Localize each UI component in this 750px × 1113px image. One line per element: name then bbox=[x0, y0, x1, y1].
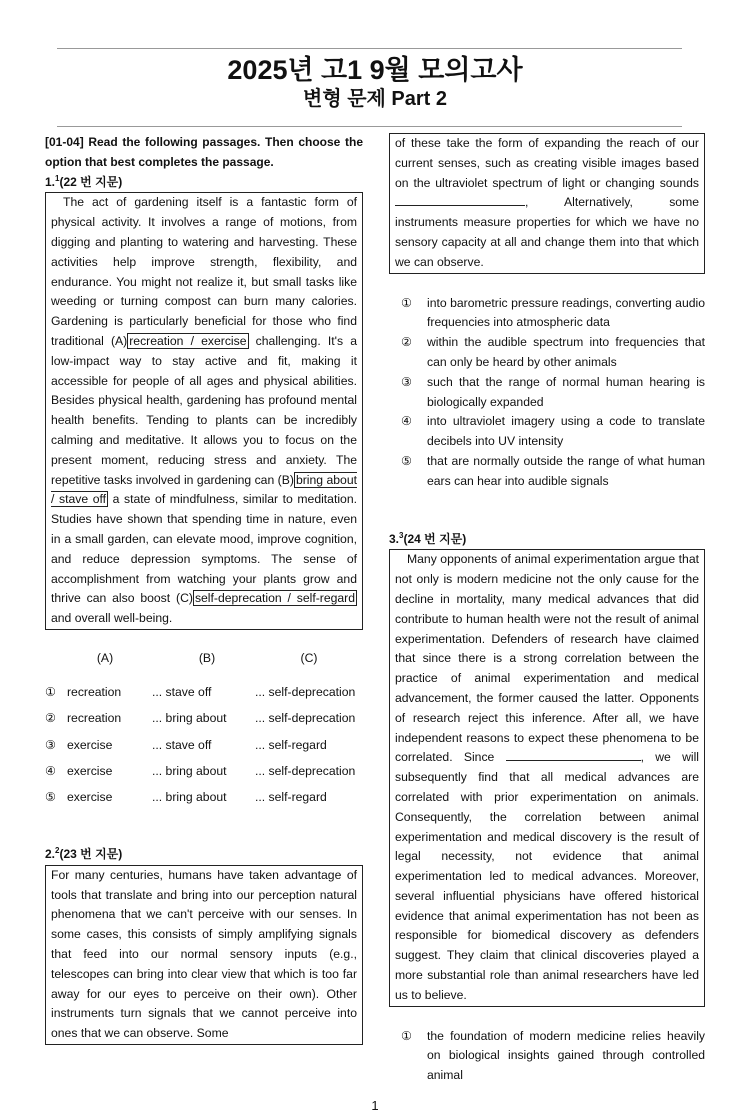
q3-text-1: Many opponents of animal experimentation argue that not only is modern medicine not the only cause for the decline in mortality, many medical advances that did contribute to human health were not the result of animal experimentation. Defenders of research have claimed that since there is a strong correlation between the practice of animal experimentation and medical advancement, the former caused the latter. Opponents of research reject this inference. After all, we have independent reasons to expect these phenomena to be correlated. Since bbox=[395, 552, 699, 765]
option-text: within the audible spectrum into frequencies that can only be heard by other animals bbox=[427, 335, 705, 369]
page-title: 2025년 고1 9월 모의고사 bbox=[227, 55, 523, 85]
option-b: ... bring about bbox=[152, 711, 227, 726]
choice-c-box: self-deprecation / self-regard bbox=[194, 591, 355, 606]
option-text: into ultraviolet imagery using a code to translate decibels into UV intensity bbox=[427, 414, 705, 449]
option-row[interactable] bbox=[45, 785, 363, 811]
page-number: 1 bbox=[371, 1098, 379, 1113]
header-c: (C) bbox=[300, 651, 318, 666]
option-number: ① bbox=[401, 295, 412, 310]
q2-footnote: 2 bbox=[55, 846, 60, 856]
header-b: (B) bbox=[198, 651, 216, 666]
q1-text-1: The act of gardening itself is a fantastic form of physical activity. It involves a range of motions, from digging and planting to watering and harvesting. These activities help improve strength, flexibility, and endurance. You might not realize it, but small tasks like weeding or turning compost can burn many calories. Gardening is particularly beneficial for those who find traditional (A) bbox=[51, 195, 357, 348]
option-a: recreation bbox=[67, 685, 122, 700]
option-number: ⑤ bbox=[401, 453, 412, 468]
top-rule bbox=[57, 48, 682, 49]
q3-footnote: 3 bbox=[399, 530, 404, 540]
option-number: ④ bbox=[401, 414, 412, 429]
instructions: [01-04] Read the following passages. Then choose the option that best completes the passage. bbox=[45, 135, 363, 169]
q1-text-2: challenging. It's a low-impact way to stay active and fit, making it accessible for people of all ages and physical abilities. Besides physical health, gardening has profound mental health benefits. Tending to plants can be incredibly calming and meditative. It allows you to focus on the present moment, reducing stress and anxiety. The repetitive tasks involved in gardening can (B) bbox=[51, 333, 357, 487]
q2-passage-part2 bbox=[389, 133, 705, 274]
option-item[interactable] bbox=[389, 333, 705, 373]
option-b: ... bring about bbox=[152, 790, 227, 805]
option-a: exercise bbox=[67, 763, 113, 778]
option-a: exercise bbox=[67, 790, 113, 805]
option-item[interactable] bbox=[389, 452, 705, 492]
q2-passage-part1: For many centuries, humans have taken advantage of tools that translate and bring into our perception natural phenomena that we can't perceive with our senses. In some cases, this consists of simply amplifying signals that feed into our normal sensory inputs (e.g., telescopes can bring into clear view that which is too far away for our eyes to perceive on their own). Other instruments turn signals that we cannot perceive into ones that we can observe. Some bbox=[45, 865, 363, 1045]
option-c: ... self-deprecation bbox=[255, 711, 356, 726]
header-rule bbox=[57, 126, 682, 127]
q1-text-4: and overall well-being. bbox=[51, 611, 173, 626]
q3-text-2: , we will subsequently find that all medical advances are correlated with prior experimentation on animals. Consequently, the correlation between animal experimentation and medical discovery is the result of legal necessity, not evidence that animal experimentation led to medical advances. Moreover, several influential physicians have offered historical evidence that animal experimentation has not been as responsible for biomedical discovery as defenders suggest. They claim that clinical discoveries played a more substantial role than animal researchers have led us to believe. bbox=[395, 750, 699, 1002]
option-row[interactable] bbox=[45, 732, 363, 758]
option-text: into barometric pressure readings, converting audio frequencies into atmospheric data bbox=[427, 295, 705, 330]
option-c: ... self-regard bbox=[255, 737, 327, 752]
q2-text-2b: , Alternatively, some instruments measure properties for which we have no sensory capacity at all and change them into that which we can observe. bbox=[395, 195, 699, 269]
option-c: ... self-deprecation bbox=[255, 685, 356, 700]
q2-heading bbox=[45, 845, 363, 865]
q3-heading bbox=[389, 530, 705, 550]
option-item[interactable] bbox=[389, 294, 705, 334]
option-number: ② bbox=[45, 711, 56, 726]
option-b: ... bring about bbox=[152, 763, 227, 778]
q1-footnote: 1 bbox=[55, 173, 60, 183]
choice-b-box: bring about / stave off bbox=[51, 472, 357, 507]
q1-heading bbox=[45, 173, 363, 193]
q3-source: (24 번 지문) bbox=[403, 531, 467, 546]
q1-text-3: a state of mindfulness, similar to meditation. Studies have shown that spending time in nature, even in a small garden, can elevate mood, improve cognition, and reduce depression symptoms. The sense of accomplishment from watching your plants grow and thrive can also boost (C) bbox=[51, 492, 358, 606]
option-c: ... self-regard bbox=[255, 790, 327, 805]
option-number: ③ bbox=[401, 374, 412, 389]
choice-a-box: recreation / exercise bbox=[129, 333, 247, 348]
option-b: ... stave off bbox=[152, 685, 212, 700]
page-subtitle: 변형 문제 Part 2 bbox=[303, 88, 447, 110]
q1-source: (22 번 지문) bbox=[59, 174, 123, 189]
q3-passage bbox=[389, 549, 705, 1006]
option-number: ② bbox=[401, 335, 412, 350]
option-number: ① bbox=[401, 1028, 412, 1043]
option-item[interactable] bbox=[389, 412, 705, 452]
option-row[interactable] bbox=[45, 706, 363, 732]
q1-label: 1. bbox=[45, 174, 56, 189]
option-text: the foundation of modern medicine relies heavily on biological insights gained through controlled animal bbox=[427, 1028, 705, 1083]
answer-blank bbox=[506, 748, 641, 761]
option-text: that are normally outside the range of what human ears can hear into audible signals bbox=[427, 453, 705, 488]
option-a: recreation bbox=[67, 711, 122, 726]
answer-blank bbox=[395, 193, 525, 206]
option-b: ... stave off bbox=[152, 737, 212, 752]
right-column bbox=[389, 133, 705, 1086]
left-column bbox=[45, 133, 363, 1045]
header-a: (A) bbox=[96, 651, 114, 666]
option-number: ⑤ bbox=[45, 790, 56, 805]
option-c: ... self-deprecation bbox=[255, 763, 356, 778]
option-row[interactable] bbox=[45, 680, 363, 706]
q3-label: 3. bbox=[389, 531, 400, 546]
option-number: ① bbox=[45, 685, 56, 700]
option-a: exercise bbox=[67, 737, 113, 752]
option-number: ④ bbox=[45, 763, 56, 778]
option-item[interactable] bbox=[389, 373, 705, 413]
option-number: ③ bbox=[45, 737, 56, 752]
q2-label: 2. bbox=[45, 847, 56, 862]
q2-text-2a: of these take the form of expanding the reach of our current senses, such as creating visible images based on the ultraviolet spectrum of light or changing sounds bbox=[395, 136, 699, 190]
option-row[interactable] bbox=[45, 759, 363, 785]
q1-passage bbox=[45, 192, 363, 630]
option-item[interactable] bbox=[389, 1027, 705, 1086]
option-text: such that the range of normal human hearing is biologically expanded bbox=[427, 374, 705, 409]
q1-options bbox=[45, 646, 363, 811]
q2-source: (23 번 지문) bbox=[59, 847, 123, 862]
